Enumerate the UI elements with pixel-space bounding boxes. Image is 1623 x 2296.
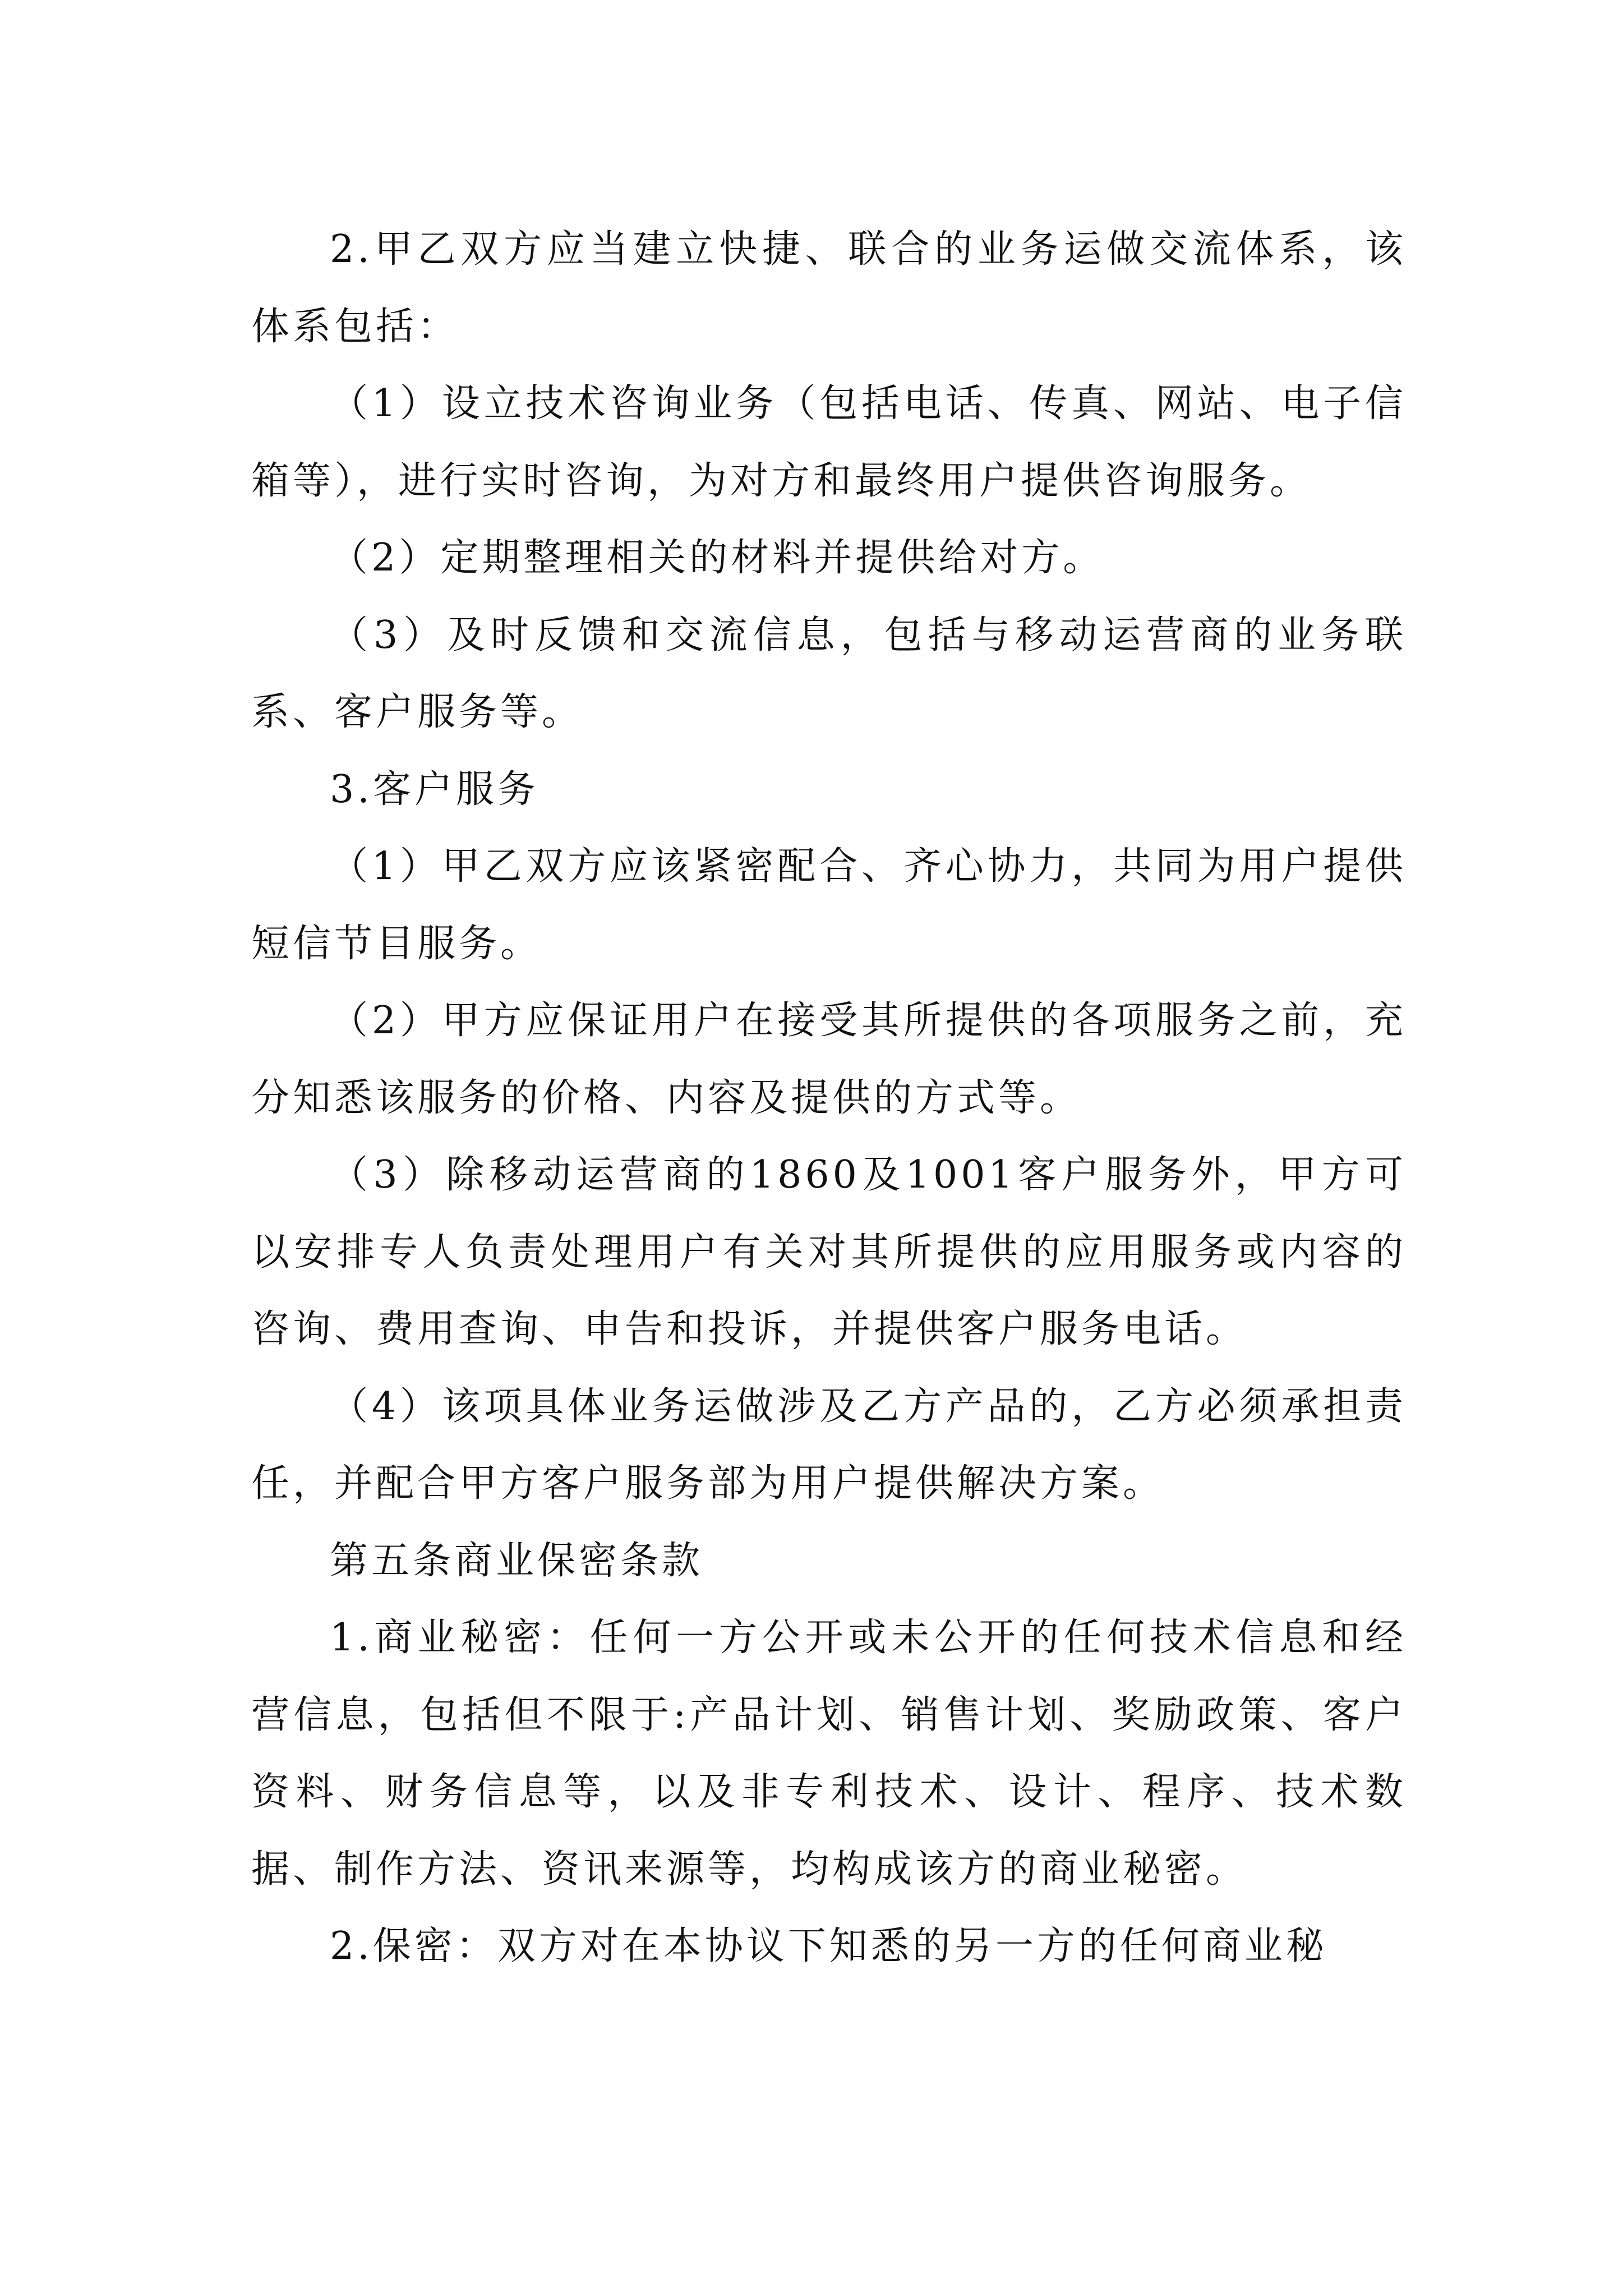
paragraph-service-1: （1）甲乙双方应该紧密配合、齐心协力，共同为用户提供短信节目服务。 — [251, 844, 1407, 966]
paragraph-section-2: 2.甲乙双方应当建立快捷、联合的业务运做交流体系，该体系包括： — [251, 227, 1407, 349]
paragraph-service-4: （4）该项具体业务运做涉及乙方产品的，乙方必须承担责任，并配合甲方客户服务部为用户提供解决方案。 — [251, 1384, 1407, 1506]
paragraph-confidentiality: 2.保密：双方对在本协议下知悉的另一方的任何商业秘 — [330, 1924, 1327, 1968]
paragraph-service-2: （2）甲方应保证用户在接受其所提供的各项服务之前，充分知悉该服务的价格、内容及提供的方式等。 — [251, 999, 1407, 1120]
paragraph-service-3: （3）除移动运营商的1860及1001客户服务外，甲方可以安排专人负责处理用户有关对其所提供的应用服务或内容的咨询、费用查询、申告和投诉，并提供客户服务电话。 — [251, 1153, 1407, 1351]
paragraph-item-1: （1）设立技术咨询业务（包括电话、传真、网站、电子信箱等），进行实时咨询，为对方和最终用户提供咨询服务。 — [251, 381, 1407, 503]
paragraph-item-2: （2）定期整理相关的材料并提供给对方。 — [330, 536, 1105, 580]
document-body — [251, 211, 1407, 1985]
paragraph-item-3: （3）及时反馈和交流信息，包括与移动运营商的业务联系、客户服务等。 — [251, 613, 1407, 734]
paragraph-trade-secret: 1.商业秘密：任何一方公开或未公开的任何技术信息和经营信息，包括但不限于:产品计划、销售计划、奖励政策、客户资料、财务信息等，以及非专利技术、设计、程序、技术数据、制作方法、资讯来源等，均构成该方的商业秘密。 — [251, 1616, 1407, 1892]
article-heading-confidentiality: 第五条商业保密条款 — [330, 1538, 704, 1583]
section-heading-customer-service: 3.客户服务 — [330, 767, 539, 812]
